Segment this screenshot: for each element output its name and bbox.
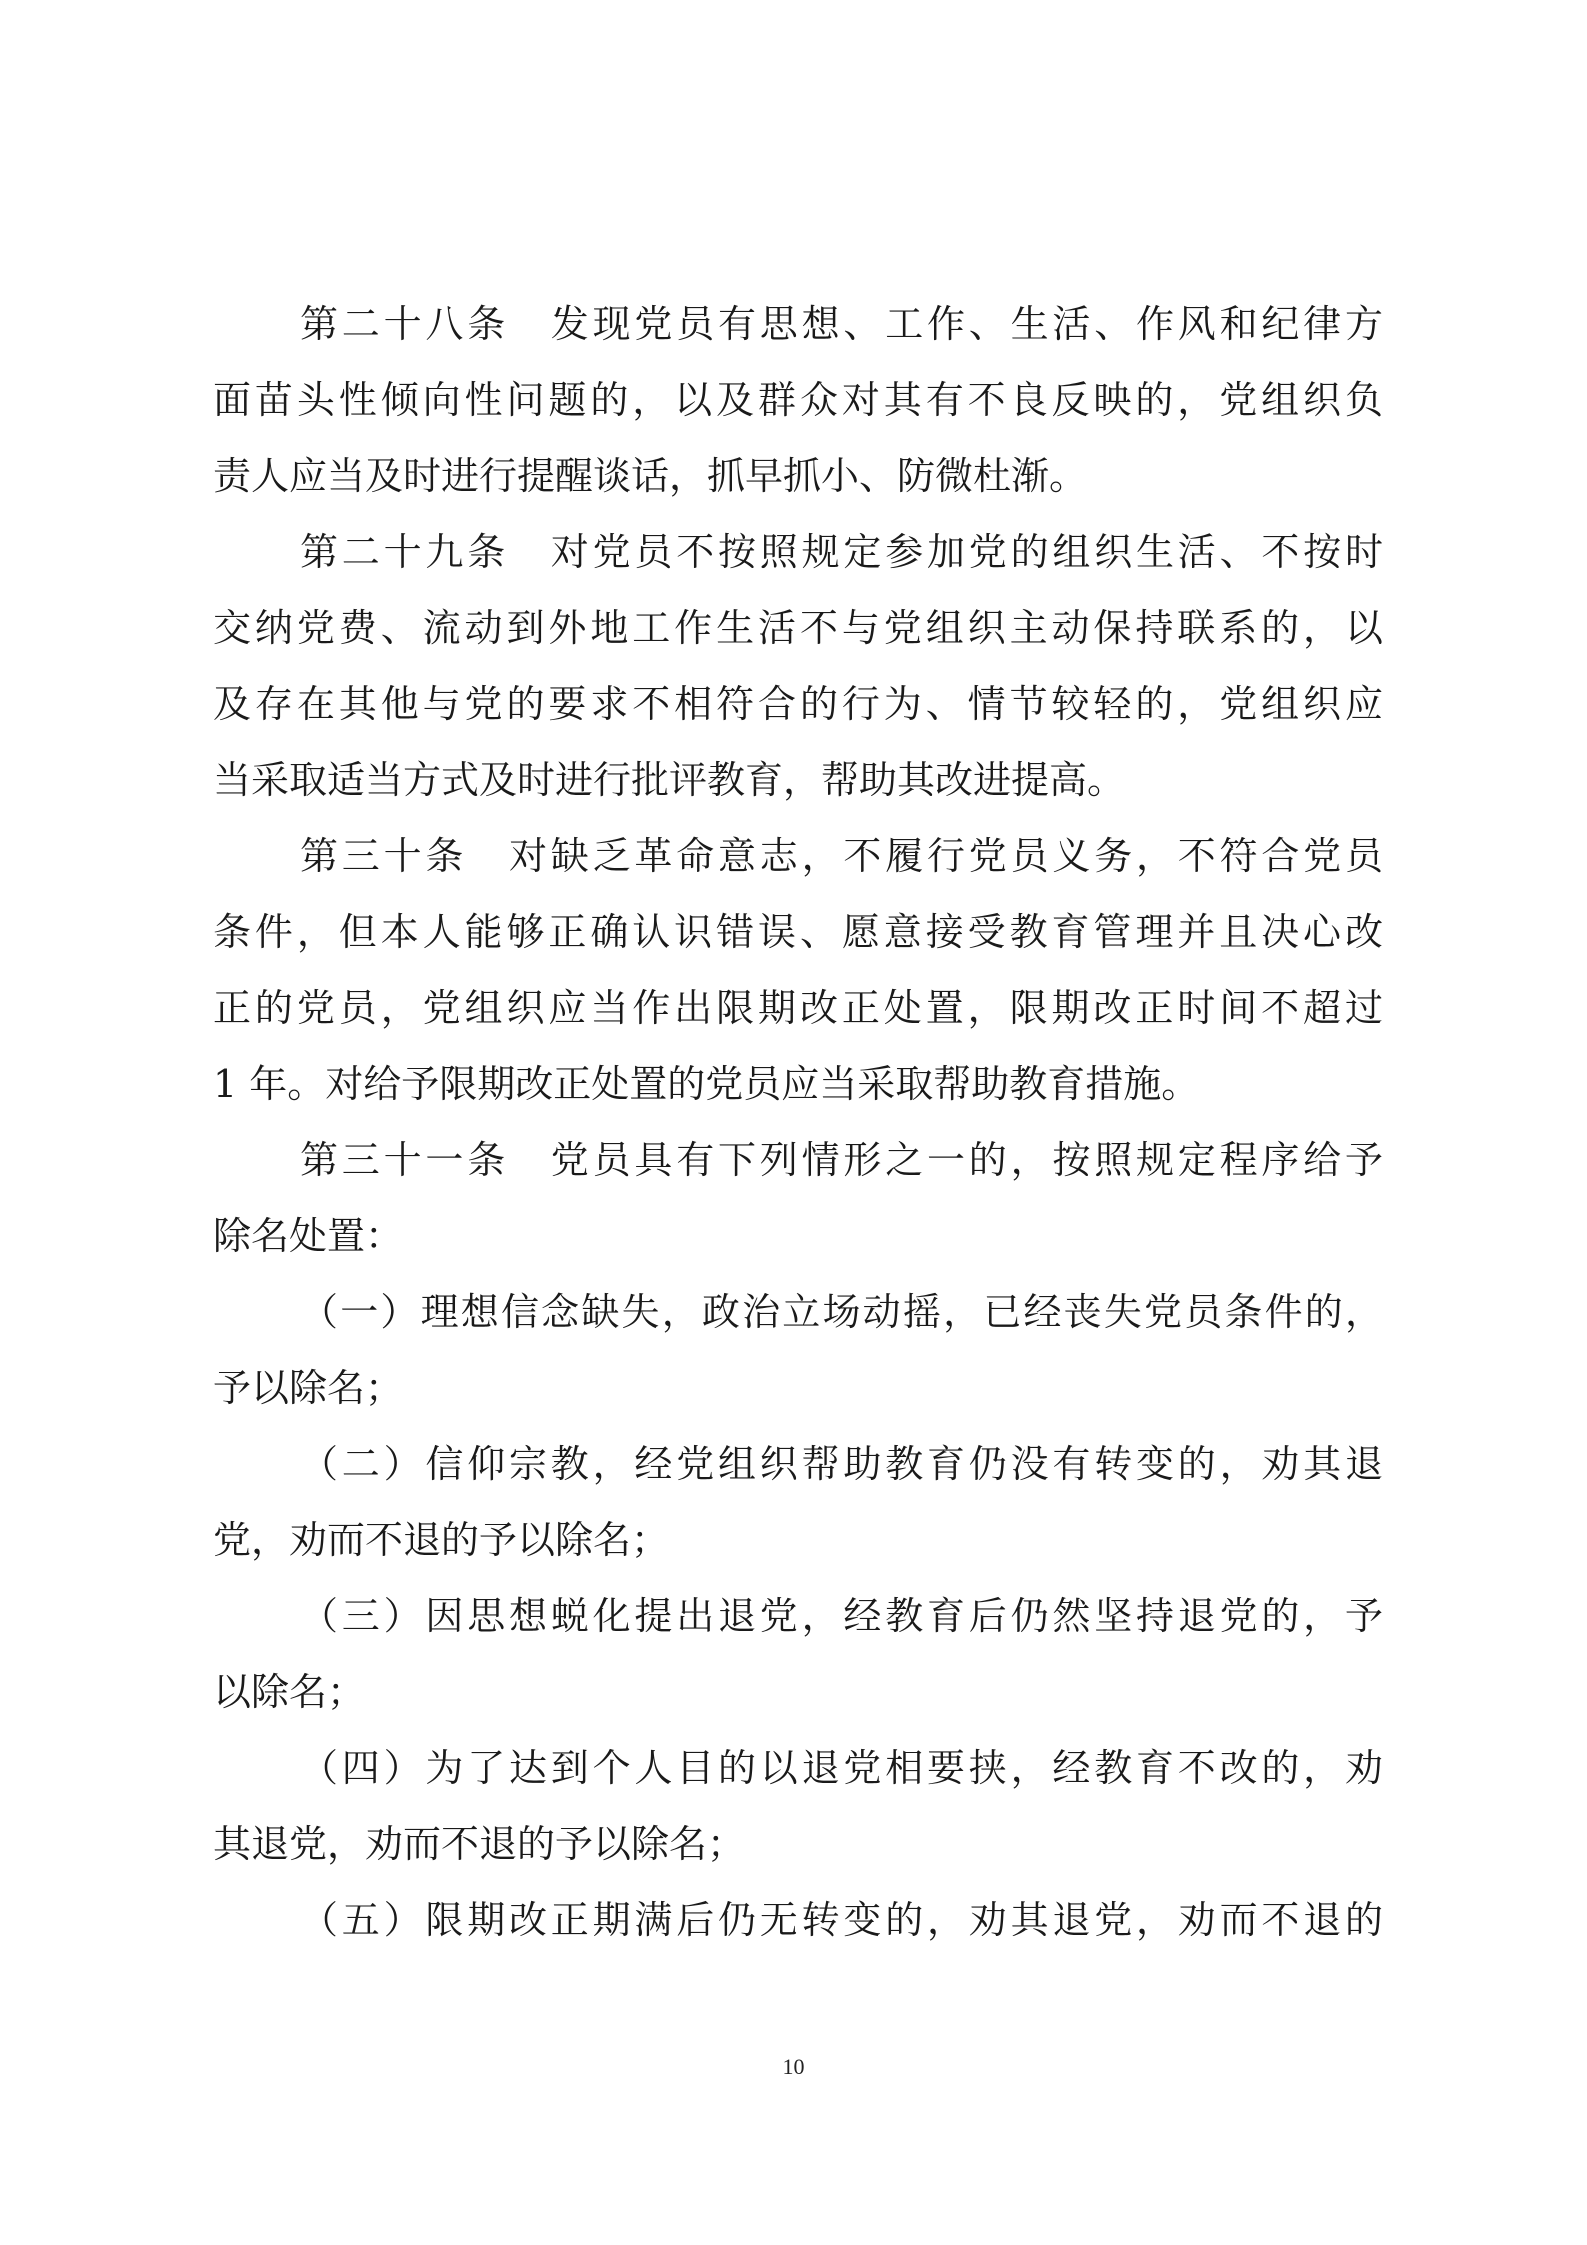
paragraph-line: 1 年。对给予限期改正处置的党员应当采取帮助教育措施。	[213, 1062, 1200, 1106]
paragraph-line: 其退党，劝而不退的予以除名；	[213, 1822, 746, 1866]
list-item-3-line: （三）因思想蜕化提出退党，经教育后仍然坚持退党的，予	[300, 1594, 1383, 1638]
paragraph-line: 及存在其他与党的要求不相符合的行为、情节较轻的，党组织应	[213, 682, 1383, 726]
paragraph-line: 予以除名；	[213, 1366, 404, 1410]
list-item-5-line: （五）限期改正期满后仍无转变的，劝其退党，劝而不退的	[300, 1898, 1383, 1942]
paragraph-line: 交纳党费、流动到外地工作生活不与党组织主动保持联系的，以	[213, 606, 1383, 650]
paragraph-line: 条件，但本人能够正确认识错误、愿意接受教育管理并且决心改	[213, 910, 1383, 954]
paragraph-line: 责人应当及时进行提醒谈话，抓早抓小、防微杜渐。	[213, 454, 1088, 498]
paragraph-line: 面苗头性倾向性问题的，以及群众对其有不良反映的，党组织负	[213, 378, 1383, 422]
article-30-heading-line: 第三十条 对缺乏革命意志，不履行党员义务，不符合党员	[300, 834, 1383, 878]
article-31-heading-line: 第三十一条 党员具有下列情形之一的，按照规定程序给予	[300, 1138, 1383, 1182]
paragraph-line: 正的党员，党组织应当作出限期改正处置，限期改正时间不超过	[213, 986, 1383, 1030]
paragraph-line: 以除名；	[213, 1670, 366, 1714]
page-number: 10	[782, 2054, 805, 2079]
list-item-2-line: （二）信仰宗教，经党组织帮助教育仍没有转变的，劝其退	[300, 1442, 1383, 1486]
article-29-heading-line: 第二十九条 对党员不按照规定参加党的组织生活、不按时	[300, 530, 1383, 574]
paragraph-line: 党，劝而不退的予以除名；	[213, 1518, 670, 1562]
article-28-heading-line: 第二十八条 发现党员有思想、工作、生活、作风和纪律方	[300, 302, 1383, 346]
list-item-4-line: （四）为了达到个人目的以退党相要挟，经教育不改的，劝	[300, 1746, 1383, 1790]
list-item-1-line: （一）理想信念缺失，政治立场动摇，已经丧失党员条件的，	[300, 1290, 1383, 1334]
paragraph-line: 除名处置：	[213, 1214, 404, 1258]
paragraph-line: 当采取适当方式及时进行批评教育，帮助其改进提高。	[213, 758, 1126, 802]
